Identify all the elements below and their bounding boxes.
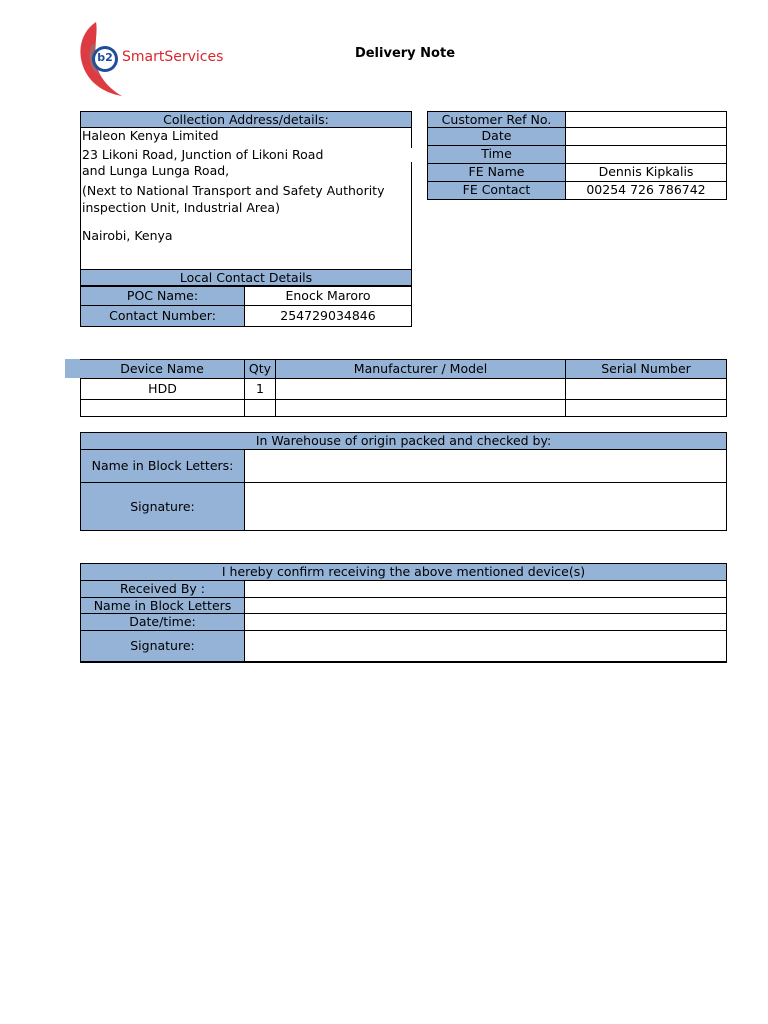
local-contact-header: Local Contact Details (80, 269, 412, 286)
receipt-name-label: Name in Block Letters (80, 597, 245, 614)
fe-contact-label: FE Contact (427, 181, 566, 200)
receipt-signature-field[interactable] (244, 630, 727, 663)
device-row-2-name (80, 399, 245, 417)
collection-address-border-gap (410, 148, 414, 162)
fe-name-label: FE Name (427, 163, 566, 182)
customer-ref-label: Customer Ref No. (427, 111, 566, 128)
receipt-signature-label: Signature: (80, 630, 245, 663)
address-line-4: (Next to National Transport and Safety Authority (82, 183, 385, 198)
contact-number-label: Contact Number: (80, 305, 245, 327)
fe-name-value: Dennis Kipkalis (565, 163, 727, 182)
collection-header: Collection Address/details: (80, 111, 412, 128)
device-row-2-serial (565, 399, 727, 417)
received-by-field[interactable] (244, 580, 727, 598)
device-row-1-name: HDD (80, 378, 245, 400)
device-row-1-serial (565, 378, 727, 400)
address-line-5: inspection Unit, Industrial Area) (82, 200, 280, 215)
address-line-6: Nairobi, Kenya (82, 228, 173, 243)
device-col-name: Device Name (80, 359, 245, 379)
device-row-1-qty: 1 (244, 378, 276, 400)
receipt-header: I hereby confirm receiving the above mentioned device(s) (80, 563, 727, 581)
received-by-label: Received By : (80, 580, 245, 598)
customer-ref-value (565, 111, 727, 128)
company-logo (66, 14, 246, 100)
fe-contact-value: 00254 726 786742 (565, 181, 727, 200)
contact-number-value: 254729034846 (244, 305, 412, 327)
document-title: Delivery Note (354, 46, 456, 61)
device-row-2-model (275, 399, 566, 417)
device-row-1-model (275, 378, 566, 400)
device-header-extension (65, 359, 81, 378)
time-label: Time (427, 145, 566, 164)
address-line-1: Haleon Kenya Limited (82, 128, 219, 143)
warehouse-header: In Warehouse of origin packed and checked by: (80, 432, 727, 450)
logo-brand-text: SmartServices (122, 49, 224, 65)
receipt-datetime-label: Date/time: (80, 613, 245, 631)
device-row-2-qty (244, 399, 276, 417)
time-value (565, 145, 727, 164)
address-line-2: 23 Likoni Road, Junction of Likoni Road (82, 147, 324, 162)
warehouse-signature-field[interactable] (244, 482, 727, 531)
address-line-3: and Lunga Lunga Road, (82, 163, 230, 178)
poc-name-label: POC Name: (80, 286, 245, 306)
warehouse-name-label: Name in Block Letters: (80, 449, 245, 483)
device-col-qty: Qty (244, 359, 276, 379)
date-value (565, 127, 727, 146)
warehouse-name-field[interactable] (244, 449, 727, 483)
receipt-name-field[interactable] (244, 597, 727, 614)
device-col-model: Manufacturer / Model (275, 359, 566, 379)
poc-name-value: Enock Maroro (244, 286, 412, 306)
warehouse-signature-label: Signature: (80, 482, 245, 531)
date-label: Date (427, 127, 566, 146)
logo-badge-text: b2 (97, 51, 113, 64)
device-col-serial: Serial Number (565, 359, 727, 379)
receipt-datetime-field[interactable] (244, 613, 727, 631)
